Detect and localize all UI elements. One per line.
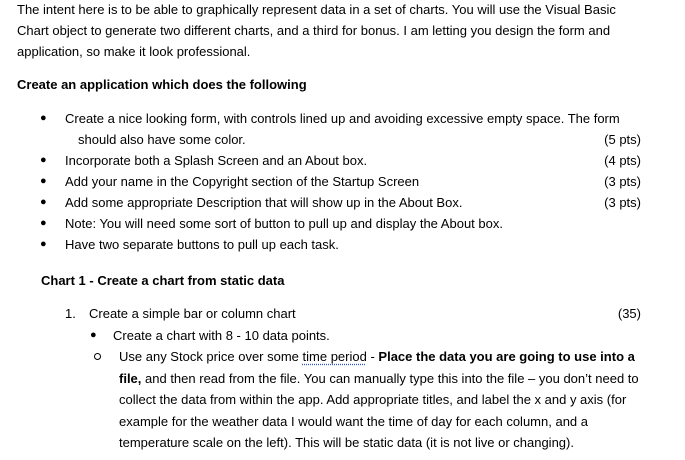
list-item-text: Have two separate buttons to pull up each task.	[65, 237, 339, 252]
intro-paragraph	[17, 0, 677, 62]
points-label: (3 pts)	[604, 174, 641, 189]
requirements-list	[0, 108, 685, 255]
list-item	[0, 192, 685, 213]
detail-text-part: Use any Stock price over some	[119, 349, 303, 364]
detail-text-part: -	[366, 349, 379, 364]
detail-bold-text: Place the data you are going to use into a file,	[119, 349, 635, 386]
list-item-text: Add some appropriate Description that will show up in the About Box.	[65, 195, 463, 210]
chart1-heading: Chart 1 - Create a chart from static data	[41, 273, 285, 288]
bullet-icon: ●	[40, 217, 47, 229]
sub-item-text: Create a chart with 8 - 10 data points.	[113, 328, 330, 343]
intro-line: Chart object to generate two different charts, and a third for bonus. I am letting you design the form and	[17, 23, 611, 38]
list-item-text: Create a nice looking form, with controls lined up and avoiding excessive empty space. The form	[65, 111, 620, 126]
list-item	[0, 213, 685, 234]
numbered-item	[0, 303, 685, 324]
section-heading: Create an application which does the following	[17, 77, 307, 92]
detail-text-part: and then read from the file. You can manually type this into the file – you don’t need to collect the data from within the app. Add appropriate titles, and label the x and y axis (for example for the weather data I would want the time of day for each column, and a temperature scale on the left). This will be static data (it is not live or changing).	[119, 370, 639, 450]
sub-list-item	[0, 325, 685, 346]
bullet-icon: ●	[40, 196, 47, 208]
detail-text	[119, 346, 649, 454]
bullet-icon: ●	[40, 112, 47, 124]
list-item	[0, 150, 685, 171]
list-item-continuation	[0, 129, 685, 150]
bullet-icon: ●	[40, 238, 47, 250]
points-label: (3 pts)	[604, 195, 641, 210]
list-item-text: Incorporate both a Splash Screen and an About box.	[65, 153, 368, 168]
intro-line: application, so make it look professional.	[17, 44, 251, 59]
item-text: Create a simple bar or column chart	[89, 306, 296, 321]
list-item	[0, 234, 685, 255]
list-item	[0, 108, 685, 129]
spellcheck-underline: time period	[302, 349, 367, 364]
bullet-icon: ●	[90, 329, 97, 341]
intro-line: The intent here is to be able to graphically represent data in a set of charts. You will use the Visual Basic	[17, 2, 616, 17]
list-item-text: Note: You will need some sort of button to pull up and display the About box.	[65, 216, 503, 231]
points-label: (5 pts)	[604, 132, 641, 147]
item-number: 1.	[65, 306, 76, 321]
list-item-text: Add your name in the Copyright section of the Startup Screen	[65, 174, 420, 189]
list-item-text: should also have some color.	[78, 132, 246, 147]
circle-bullet-icon	[94, 353, 101, 360]
bullet-icon: ●	[40, 175, 47, 187]
points-label: (4 pts)	[604, 153, 641, 168]
list-item	[0, 171, 685, 192]
bullet-icon: ●	[40, 154, 47, 166]
points-label: (35)	[617, 306, 641, 321]
